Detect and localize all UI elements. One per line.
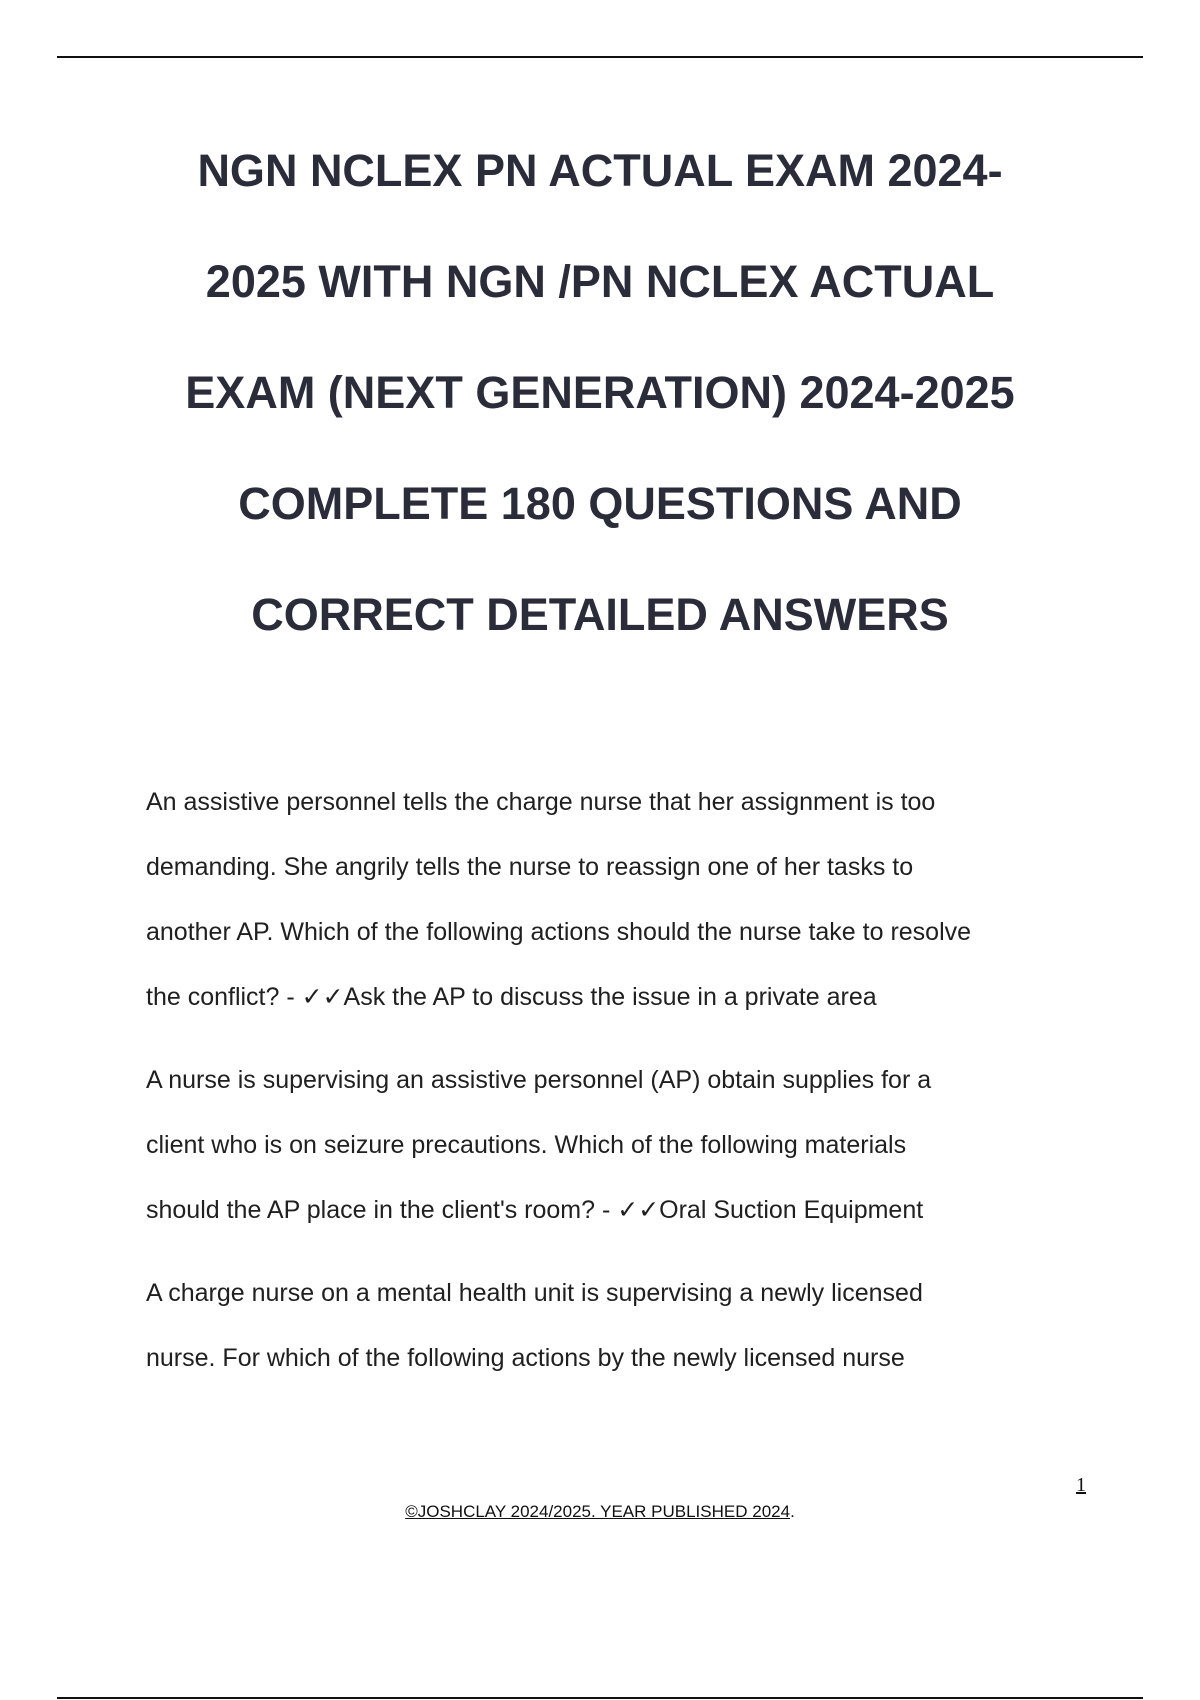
question-answer-line: the conflict? - ✓✓Ask the AP to discuss the issue in a private area <box>146 983 877 1011</box>
title-line: 2025 WITH NGN /PN NCLEX ACTUAL <box>205 256 995 307</box>
question-answer-item <box>146 1261 1106 1391</box>
question-text-line: demanding. She angrily tells the nurse to reassign one of her tasks to <box>146 853 914 881</box>
question-answer-item <box>146 770 1106 1030</box>
question-text-line: client who is on seizure precautions. Which of the following materials <box>146 1131 907 1159</box>
copyright-footer <box>0 1502 1200 1522</box>
title-line: NGN NCLEX PN ACTUAL EXAM 2024- <box>197 145 1003 196</box>
question-text-line: nurse. For which of the following actions by the newly licensed nurse <box>146 1344 905 1372</box>
question-text-line: An assistive personnel tells the charge nurse that her assignment is too <box>146 788 936 816</box>
title-line: CORRECT DETAILED ANSWERS <box>251 589 949 640</box>
page-number: 1 <box>1076 1474 1086 1496</box>
footer-period: . <box>790 1502 795 1521</box>
title-line: COMPLETE 180 QUESTIONS AND <box>238 478 962 529</box>
title-line: EXAM (NEXT GENERATION) 2024-2025 <box>185 367 1015 418</box>
question-answer-line: should the AP place in the client's room? - ✓✓Oral Suction Equipment <box>146 1196 924 1224</box>
bottom-rule <box>57 1697 1143 1699</box>
question-answer-list <box>146 770 1106 1409</box>
copyright-text: ©JOSHCLAY 2024/2025. YEAR PUBLISHED 2024 <box>405 1502 791 1521</box>
question-text-line: A charge nurse on a mental health unit is supervising a newly licensed <box>146 1279 923 1307</box>
top-rule <box>57 56 1143 58</box>
document-title <box>0 115 1200 670</box>
question-text-line: another AP. Which of the following actions should the nurse take to resolve <box>146 918 972 946</box>
question-answer-item <box>146 1048 1106 1243</box>
question-text-line: A nurse is supervising an assistive personnel (AP) obtain supplies for a <box>146 1066 932 1094</box>
